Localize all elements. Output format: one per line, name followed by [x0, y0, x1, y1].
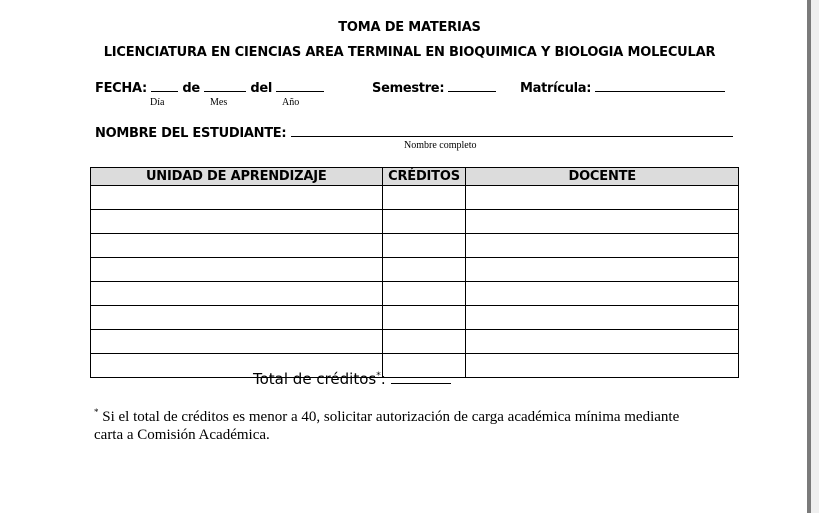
- unidad-cell[interactable]: [91, 306, 383, 330]
- fecha-label: FECHA:: [95, 81, 147, 96]
- page-margin: [811, 0, 819, 513]
- docente-cell[interactable]: [466, 354, 739, 378]
- docente-header: DOCENTE: [466, 168, 739, 186]
- fecha-row: [95, 79, 324, 96]
- dia-caption: Día: [150, 97, 165, 108]
- unidad-cell[interactable]: [91, 258, 383, 282]
- anio-caption: Año: [282, 97, 300, 108]
- unidad-cell[interactable]: [91, 186, 383, 210]
- document-title: TOMA DE MATERIAS: [338, 20, 481, 35]
- table-header-row: [91, 168, 739, 186]
- total-field[interactable]: [391, 369, 451, 384]
- mes-field[interactable]: [204, 79, 246, 92]
- footnote-line-1: [94, 407, 679, 426]
- table-row: [91, 186, 739, 210]
- footnote-line-2: carta a Comisión Académica.: [94, 427, 270, 443]
- del-label: del: [250, 81, 273, 96]
- docente-cell[interactable]: [466, 306, 739, 330]
- matricula-field[interactable]: [595, 79, 725, 92]
- creditos-cell[interactable]: [382, 330, 466, 354]
- nombre-label: NOMBRE DEL ESTUDIANTE:: [95, 126, 287, 141]
- table-row: [91, 210, 739, 234]
- creditos-cell[interactable]: [382, 186, 466, 210]
- table-row: [91, 330, 739, 354]
- unidad-cell[interactable]: [91, 210, 383, 234]
- creditos-cell[interactable]: [382, 210, 466, 234]
- nombre-caption: Nombre completo: [404, 140, 477, 151]
- dia-field[interactable]: [151, 79, 178, 92]
- creditos-cell[interactable]: [382, 234, 466, 258]
- matricula-label: Matrícula:: [520, 81, 592, 96]
- total-row: [253, 369, 451, 388]
- table-row: [91, 282, 739, 306]
- matricula-row: [520, 79, 725, 96]
- unidad-cell[interactable]: [91, 282, 383, 306]
- table-row: [91, 258, 739, 282]
- mes-caption: Mes: [210, 97, 228, 108]
- nombre-field[interactable]: [291, 124, 733, 137]
- creditos-header: CRÉDITOS: [382, 168, 466, 186]
- footnote-text-1: Si el total de créditos es menor a 40, solicitar autorización de carga académica mínima mediante: [102, 409, 680, 425]
- creditos-cell[interactable]: [382, 258, 466, 282]
- total-marker: *: [376, 371, 381, 381]
- semestre-field[interactable]: [448, 79, 496, 92]
- creditos-cell[interactable]: [382, 306, 466, 330]
- docente-cell[interactable]: [466, 258, 739, 282]
- docente-cell[interactable]: [466, 330, 739, 354]
- semestre-row: [372, 79, 496, 96]
- document-subtitle: LICENCIATURA EN CIENCIAS AREA TERMINAL EN BIOQUIMICA Y BIOLOGIA MOLECULAR: [103, 45, 716, 60]
- docente-cell[interactable]: [466, 186, 739, 210]
- semestre-label: Semestre:: [372, 81, 445, 96]
- footnote-marker: *: [94, 407, 99, 417]
- de-label: de: [182, 81, 200, 96]
- total-label: Total de créditos: [253, 370, 377, 388]
- docente-cell[interactable]: [466, 234, 739, 258]
- docente-cell[interactable]: [466, 282, 739, 306]
- docente-cell[interactable]: [466, 210, 739, 234]
- unidad-cell[interactable]: [91, 330, 383, 354]
- nombre-row: [95, 124, 733, 141]
- total-colon: :: [380, 370, 386, 388]
- materias-table: [90, 167, 739, 378]
- table-row: [91, 234, 739, 258]
- unidad-header: UNIDAD DE APRENDIZAJE: [91, 168, 383, 186]
- creditos-cell[interactable]: [382, 282, 466, 306]
- anio-field[interactable]: [276, 79, 324, 92]
- unidad-cell[interactable]: [91, 234, 383, 258]
- table-row: [91, 306, 739, 330]
